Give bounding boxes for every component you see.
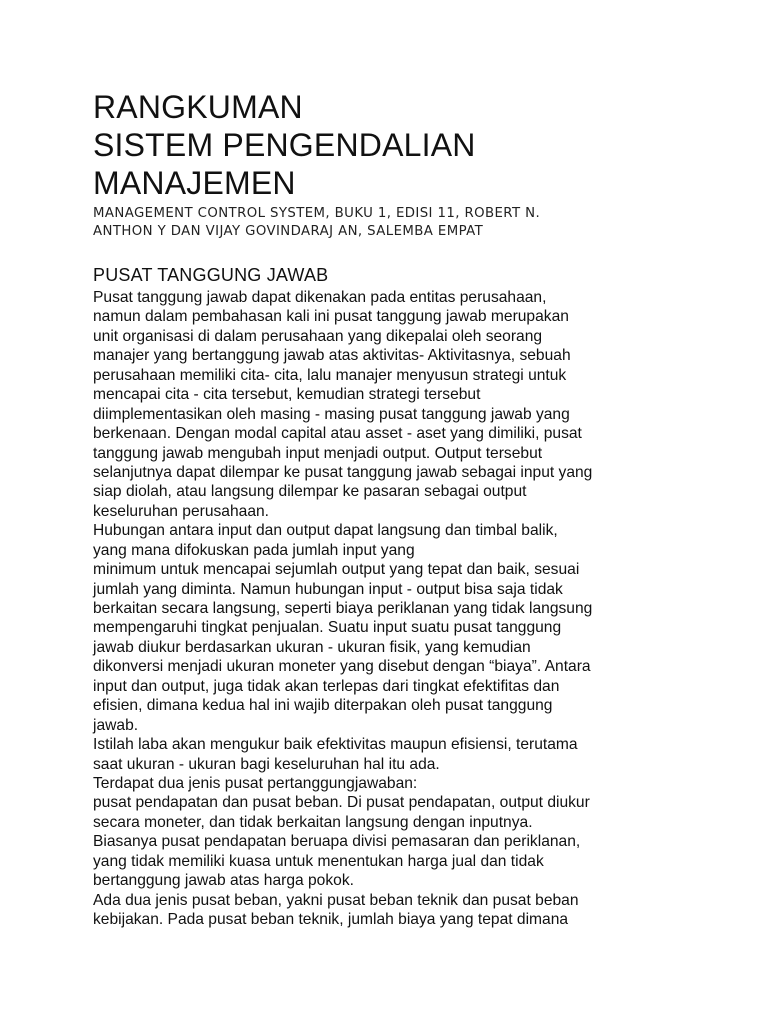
body-line: mempengaruhi tingkat penjualan. Suatu input suatu pusat tanggung xyxy=(93,619,562,637)
document-title xyxy=(93,88,713,202)
body-line: bertanggung jawab atas harga pokok. xyxy=(93,872,354,890)
body-line: jawab diukur berdasarkan ukuran - ukuran fisik, yang kemudian xyxy=(93,638,531,656)
body-line: jumlah yang diminta. Namun hubungan input - output bisa saja tidak xyxy=(93,580,563,598)
body-line: yang mana difokuskan pada jumlah input yang xyxy=(93,541,415,559)
body-line: tanggung jawab mengubah input menjadi output. Output tersebut xyxy=(93,444,543,462)
source-line: MANAGEMENT CONTROL SYSTEM, BUKU 1, EDISI 11, ROBERT N. xyxy=(93,206,541,221)
body-line: berkenaan. Dengan modal capital atau asset - aset yang dimiliki, pusat xyxy=(93,425,582,443)
body-line: minimum untuk mencapai sejumlah output yang tepat dan baik, sesuai xyxy=(93,561,580,579)
body-line: diimplementasikan oleh masing - masing pusat tanggung jawab yang xyxy=(93,405,570,423)
body-line: kebijakan. Pada pusat beban teknik, jumlah biaya yang tepat dimana xyxy=(93,911,569,928)
body-line: Pusat tanggung jawab dapat dikenakan pada entitas perusahaan, xyxy=(93,289,547,306)
body-line: input dan output, juga tidak akan terlepas dari tingkat efektifitas dan xyxy=(93,677,560,695)
body-line: berkaitan secara langsung, seperti biaya periklanan yang tidak langsung xyxy=(93,600,593,617)
body-line: Terdapat dua jenis pusat pertanggungjawaban: xyxy=(93,774,418,792)
title-line: RANGKUMAN xyxy=(93,89,303,125)
body-line: siap diolah, atau langsung dilempar ke pasaran sebagai output xyxy=(93,483,527,501)
body-line: saat ukuran - ukuran bagi keseluruhan hal itu ada. xyxy=(93,755,440,773)
body-line: jawab. xyxy=(93,716,139,734)
body-line: namun dalam pembahasan kali ini pusat tanggung jawab merupakan xyxy=(93,308,569,326)
source-reference xyxy=(93,205,693,241)
body-line: efisien, dimana kedua hal ini wajib diterpakan oleh pusat tanggung xyxy=(93,697,553,715)
title-line: SISTEM PENGENDALIAN xyxy=(93,127,476,163)
section-heading: PUSAT TANGGUNG JAWAB xyxy=(93,265,329,285)
body-line: dikonversi menjadi ukuran moneter yang disebut dengan “biaya”. Antara xyxy=(93,658,591,676)
body-line: mencapai cita - cita tersebut, kemudian strategi tersebut xyxy=(93,386,481,404)
body-line: keseluruhan perusahaan. xyxy=(93,502,269,520)
body-line: pusat pendapatan dan pusat beban. Di pusat pendapatan, output diukur xyxy=(93,794,590,812)
title-line: MANAJEMEN xyxy=(93,165,296,201)
body-line: Ada dua jenis pusat beban, yakni pusat beban teknik dan pusat beban xyxy=(93,891,579,909)
body-line: manajer yang bertanggung jawab atas aktivitas- Aktivitasnya, sebuah xyxy=(93,347,571,365)
body-paragraphs xyxy=(93,288,693,929)
source-line: ANTHON Y DAN VIJAY GOVINDARAJ AN, SALEMBA EMPAT xyxy=(93,224,484,239)
body-line: selanjutnya dapat dilempar ke pusat tanggung jawab sebagai input yang xyxy=(93,463,593,481)
body-line: Istilah laba akan mengukur baik efektivitas maupun efisiensi, terutama xyxy=(93,736,578,754)
body-line: unit organisasi di dalam perusahaan yang dikepalai oleh seorang xyxy=(93,327,543,345)
body-line: secara moneter, dan tidak berkaitan langsung dengan inputnya. xyxy=(93,813,533,831)
body-line: yang tidak memiliki kuasa untuk menentukan harga jual dan tidak xyxy=(93,852,544,870)
body-line: Hubungan antara input dan output dapat langsung dan timbal balik, xyxy=(93,522,558,540)
body-line: Biasanya pusat pendapatan beruapa divisi pemasaran dan periklanan, xyxy=(93,833,581,851)
body-line: perusahaan memiliki cita- cita, lalu manajer menyusun strategi untuk xyxy=(93,366,567,384)
